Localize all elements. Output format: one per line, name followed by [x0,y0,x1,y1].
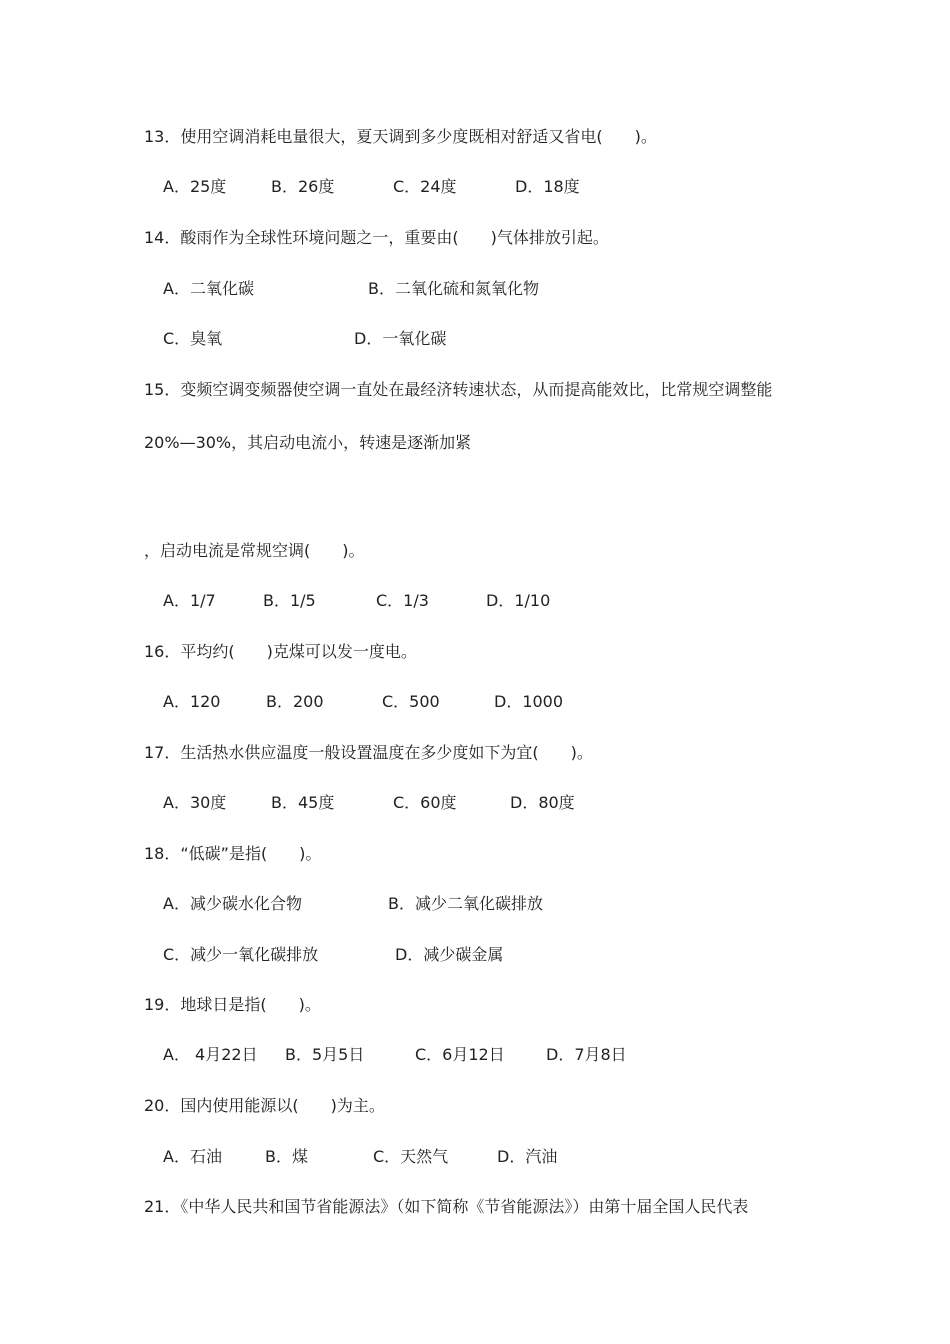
question-20-stem: 20．国内使用能源以( )为主。 [144,1096,385,1115]
question-16-option-d: D．1000 [494,692,564,711]
question-16-option-c: C．500 [382,692,440,711]
question-20-option-d: D．汽油 [497,1147,558,1166]
question-20-option-c: C．天然气 [373,1147,449,1166]
question-19-option-d: D．7月8日 [546,1045,627,1064]
question-15-stem-line-2: 20%—30%，其启动电流小，转速是逐渐加紧 [144,433,472,452]
question-17-stem: 17．生活热水供应温度一般设置温度在多少度如下为宜( )。 [144,743,593,762]
question-17-option-b: B．45度 [271,793,335,812]
question-18-option-d: D．减少碳金属 [395,945,504,964]
question-14-option-b: B．二氧化硫和氮氧化物 [368,279,539,298]
question-15-stem-line-3: ，启动电流是常规空调( )。 [144,541,365,560]
question-18-stem: 18．“低碳”是指( )。 [144,844,322,863]
question-13-option-a: A．25度 [163,177,227,196]
question-13-stem: 13．使用空调消耗电量很大，夏天调到多少度既相对舒适又省电( )。 [144,127,657,146]
question-19-option-b: B．5月5日 [285,1045,365,1064]
question-15-option-d: D．1/10 [486,591,551,610]
question-20-option-a: A．石油 [163,1147,222,1166]
question-15-stem-line-1: 15．变频空调变频器使空调一直处在最经济转速状态，从而提高能效比，比常规空调整能 [144,380,773,399]
question-17-option-c: C．60度 [393,793,457,812]
question-15-option-b: B．1/5 [263,591,316,610]
question-18-option-a: A．减少碳水化合物 [163,894,302,913]
question-16-stem: 16．平均约( )克煤可以发一度电。 [144,642,417,661]
question-18-option-b: B．减少二氧化碳排放 [388,894,543,913]
question-17-option-a: A．30度 [163,793,227,812]
question-18-option-c: C．减少一氧化碳排放 [163,945,319,964]
question-14-option-d: D．一氧化碳 [354,329,447,348]
question-19-stem: 19．地球日是指( )。 [144,995,321,1014]
question-19-option-a: A． 4月22日 [163,1045,258,1064]
question-21-stem: 21．《中华人民共和国节省能源法》（如下简称《节省能源法》）由第十届全国人民代表 [144,1197,749,1216]
question-15-option-a: A．1/7 [163,591,216,610]
question-13-option-d: D．18度 [515,177,580,196]
question-14-option-c: C．臭氧 [163,329,223,348]
question-15-option-c: C．1/3 [376,591,429,610]
question-13-option-b: B．26度 [271,177,335,196]
question-19-option-c: C．6月12日 [415,1045,505,1064]
question-16-option-a: A．120 [163,692,221,711]
question-16-option-b: B．200 [266,692,324,711]
question-14-stem: 14．酸雨作为全球性环境问题之一，重要由( )气体排放引起。 [144,228,609,247]
question-14-option-a: A．二氧化碳 [163,279,254,298]
question-13-option-c: C．24度 [393,177,457,196]
question-17-option-d: D．80度 [510,793,575,812]
question-20-option-b: B．煤 [265,1147,308,1166]
